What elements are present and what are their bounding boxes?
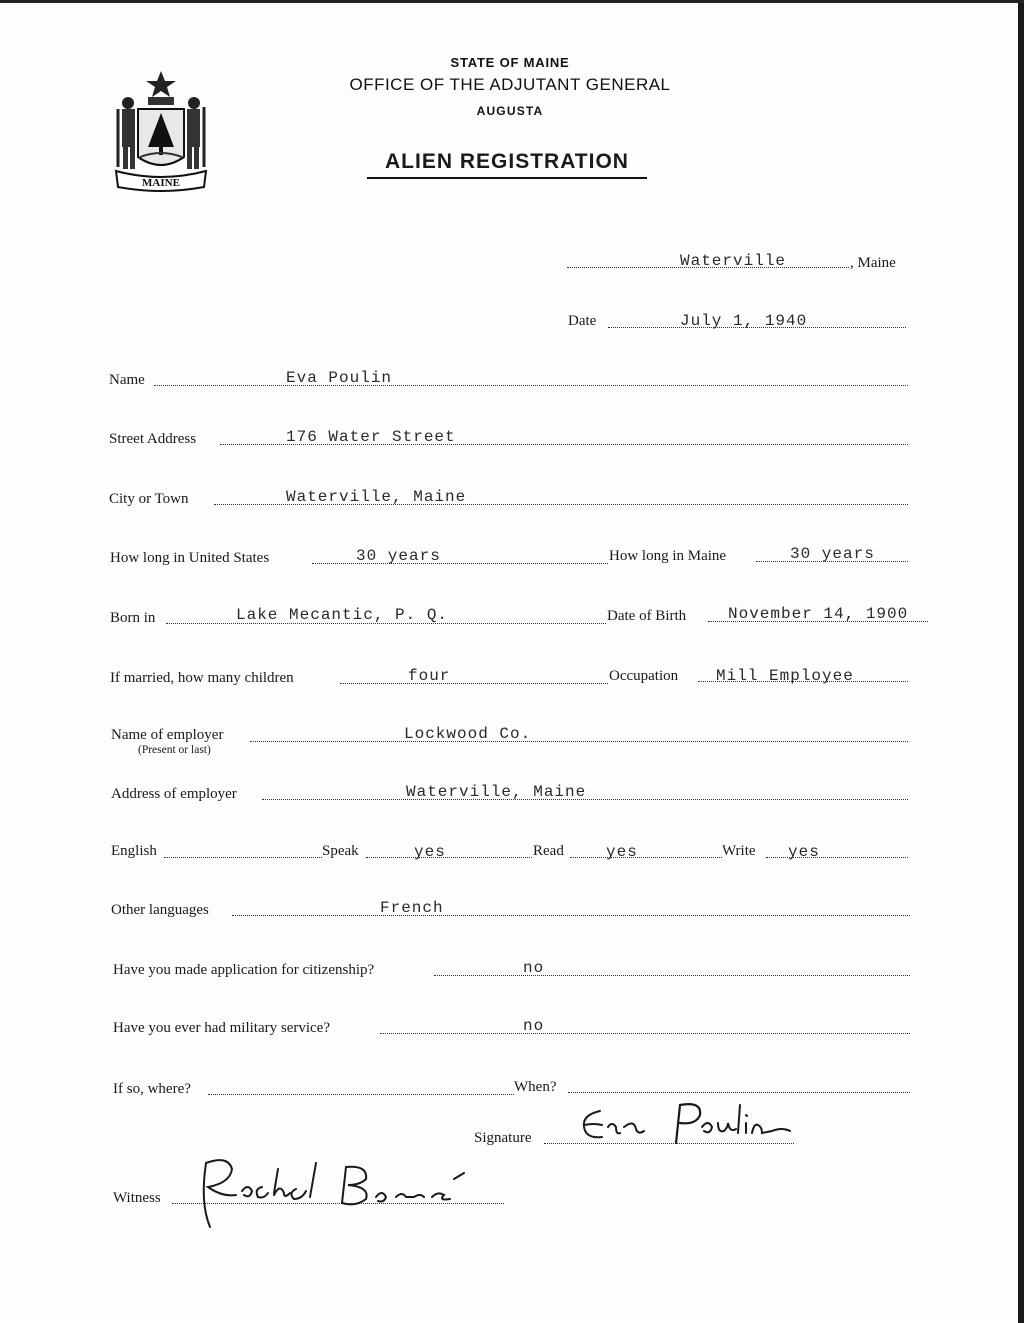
where-line bbox=[208, 1094, 514, 1095]
write-value: yes bbox=[788, 843, 820, 861]
employer-label: Name of employer bbox=[111, 727, 224, 743]
years-us-value: 30 years bbox=[356, 547, 441, 565]
witness-handwriting bbox=[170, 1153, 500, 1231]
read-label: Read bbox=[533, 843, 564, 859]
military-line bbox=[380, 1033, 910, 1034]
name-line bbox=[154, 385, 908, 386]
scan-edge bbox=[1018, 3, 1024, 1323]
signature-handwriting bbox=[572, 1097, 802, 1151]
born-in-label: Born in bbox=[110, 610, 156, 626]
employer-sublabel: (Present or last) bbox=[138, 744, 211, 756]
seal-banner-text: MAINE bbox=[142, 177, 180, 189]
date-value: July 1, 1940 bbox=[680, 312, 808, 330]
state-heading: STATE OF MAINE bbox=[450, 55, 570, 70]
citizenship-label: Have you made application for citizenship? bbox=[113, 962, 375, 978]
children-label: If married, how many children bbox=[110, 670, 294, 686]
military-value: no bbox=[523, 1017, 545, 1035]
children-value: four bbox=[408, 667, 451, 685]
citizenship-line bbox=[434, 975, 910, 976]
place-suffix: , Maine bbox=[850, 255, 896, 271]
read-line bbox=[570, 857, 722, 858]
speak-line bbox=[366, 857, 532, 858]
form-title: ALIEN REGISTRATION bbox=[367, 150, 647, 179]
read-value: yes bbox=[606, 843, 638, 861]
english-line bbox=[164, 857, 322, 858]
children-line bbox=[340, 683, 608, 684]
name-value: Eva Poulin bbox=[286, 369, 393, 387]
born-in-value: Lake Mecantic, P. Q. bbox=[236, 606, 449, 624]
dob-value: November 14, 1900 bbox=[728, 605, 909, 623]
signature-label: Signature bbox=[474, 1130, 532, 1146]
city-label: City or Town bbox=[109, 491, 189, 507]
date-label: Date bbox=[568, 313, 597, 329]
speak-value: yes bbox=[414, 843, 446, 861]
place-value: Waterville bbox=[680, 252, 787, 270]
employer-address-value: Waterville, Maine bbox=[406, 783, 587, 801]
write-label: Write bbox=[722, 843, 756, 859]
city-heading: AUGUSTA bbox=[476, 104, 544, 118]
street-address-value: 176 Water Street bbox=[286, 428, 456, 446]
employer-value: Lockwood Co. bbox=[404, 725, 532, 743]
english-label: English bbox=[111, 843, 157, 859]
witness-label: Witness bbox=[113, 1190, 161, 1206]
when-label: When? bbox=[514, 1079, 557, 1095]
other-languages-value: French bbox=[380, 899, 444, 917]
city-value: Waterville, Maine bbox=[286, 488, 467, 506]
street-address-label: Street Address bbox=[109, 431, 197, 447]
occupation-value: Mill Employee bbox=[716, 667, 854, 685]
employer-line bbox=[250, 741, 908, 742]
years-us-label: How long in United States bbox=[110, 550, 270, 566]
speak-label: Speak bbox=[322, 843, 359, 859]
other-languages-line bbox=[232, 915, 910, 916]
other-languages-label: Other languages bbox=[111, 902, 209, 918]
where-label: If so, where? bbox=[113, 1081, 191, 1097]
military-label: Have you ever had military service? bbox=[113, 1020, 330, 1036]
citizenship-value: no bbox=[523, 959, 545, 977]
years-maine-value: 30 years bbox=[790, 545, 875, 563]
years-maine-label: How long in Maine bbox=[609, 548, 727, 564]
when-line bbox=[568, 1092, 910, 1093]
name-label: Name bbox=[109, 372, 145, 388]
occupation-label: Occupation bbox=[609, 668, 679, 684]
office-heading: OFFICE OF THE ADJUTANT GENERAL bbox=[349, 75, 671, 94]
employer-address-label: Address of employer bbox=[111, 786, 237, 802]
dob-label: Date of Birth bbox=[607, 608, 687, 624]
